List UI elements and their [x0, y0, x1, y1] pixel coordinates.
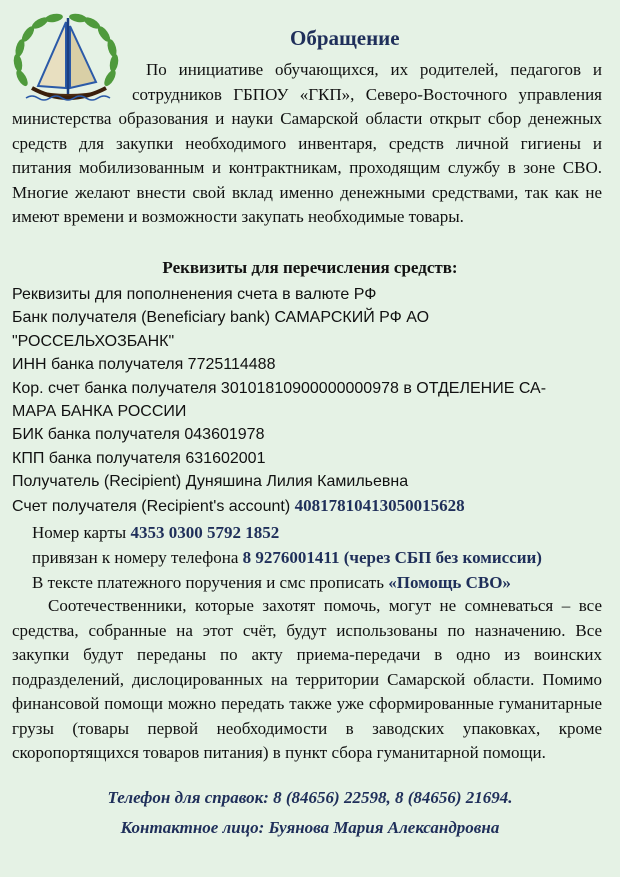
requisites-line: Получатель (Recipient) Дуняшина Лилия Камильевна — [12, 473, 409, 491]
requisites-line: ИНН банка получателя 7725114488 — [12, 356, 276, 374]
note-label: В тексте платежного поручения и смс прописать — [32, 573, 389, 592]
account-line — [12, 494, 612, 518]
intro-paragraph — [12, 58, 602, 230]
account-number: 40817810413050015628 — [294, 495, 465, 515]
requisites-heading: Реквизиты для перечисления средств: — [162, 258, 458, 277]
payment-note: «Помощь СВО» — [388, 573, 511, 592]
note-line — [12, 570, 612, 595]
intro-text: По инициативе обучающихся, их родителей, педагогов и сотрудников ГБПОУ «ГКП», Северо-Восточного управления министерства образования и науки Самарской области открыт сбор денежных средств для закупки необходимого инвентаря, средств личной гигиены и питания мобилизованным и контрактникам, проходящим службу в зоне СВО. Многие желают внести свой вклад именно денежными средствами, так как не имеют времени и возможности закупать необходимые товары. — [12, 60, 602, 226]
phone-number: 8 9276001411 (через СБП без комиссии) — [242, 548, 542, 567]
card-block — [12, 520, 612, 595]
requisites-line: Банк получателя (Beneficiary bank) САМАРСКИЙ РФ АО — [12, 309, 430, 327]
card-label: Номер карты — [32, 523, 131, 542]
contact-phones: Телефон для справок: 8 (84656) 22598, 8 (84656) 21694. — [107, 788, 513, 807]
card-number: 4353 0300 5792 1852 — [130, 523, 280, 542]
account-label: Счет получателя (Recipient's account) — [12, 497, 295, 515]
closing-paragraph — [12, 594, 602, 766]
requisites-line: "РОССЕЛЬХОЗБАНК" — [12, 332, 175, 350]
requisites-line: Кор. счет банка получателя 30101810900000000978 в ОТДЕЛЕНИЕ СА- — [12, 379, 547, 397]
closing-text: Соотечественники, которые захотят помочь, могут не сомневаться – все средства, собранные на этот счёт, будут использованы по назначению. Все закупки будут переданы по акту приема-передачи в одно из воинских подразделений, дислоцированных на территории Самарской области. Помимо финансовой помощи можно передать также уже сформированные гуманитарные грузы (товары первой необходимости в заводских упаковках, кроме скоропортящихся товаров питания) в пункт сбора гуманитарной помощи. — [12, 596, 602, 762]
requisites-line: МАРА БАНКА РОССИИ — [12, 403, 187, 421]
requisites-line: Реквизиты для пополненения счета в валюте РФ — [12, 286, 377, 303]
requisites-block — [12, 283, 612, 518]
requisites-line: КПП банка получателя 631602001 — [12, 449, 266, 467]
card-line — [12, 520, 612, 545]
phone-line — [12, 545, 612, 570]
phone-label: привязан к номеру телефона — [32, 548, 243, 567]
contact-person: Контактное лицо: Буянова Мария Александровна — [120, 818, 500, 837]
requisites-line: БИК банка получателя 043601978 — [12, 426, 265, 444]
page-title: Обращение — [290, 26, 400, 50]
